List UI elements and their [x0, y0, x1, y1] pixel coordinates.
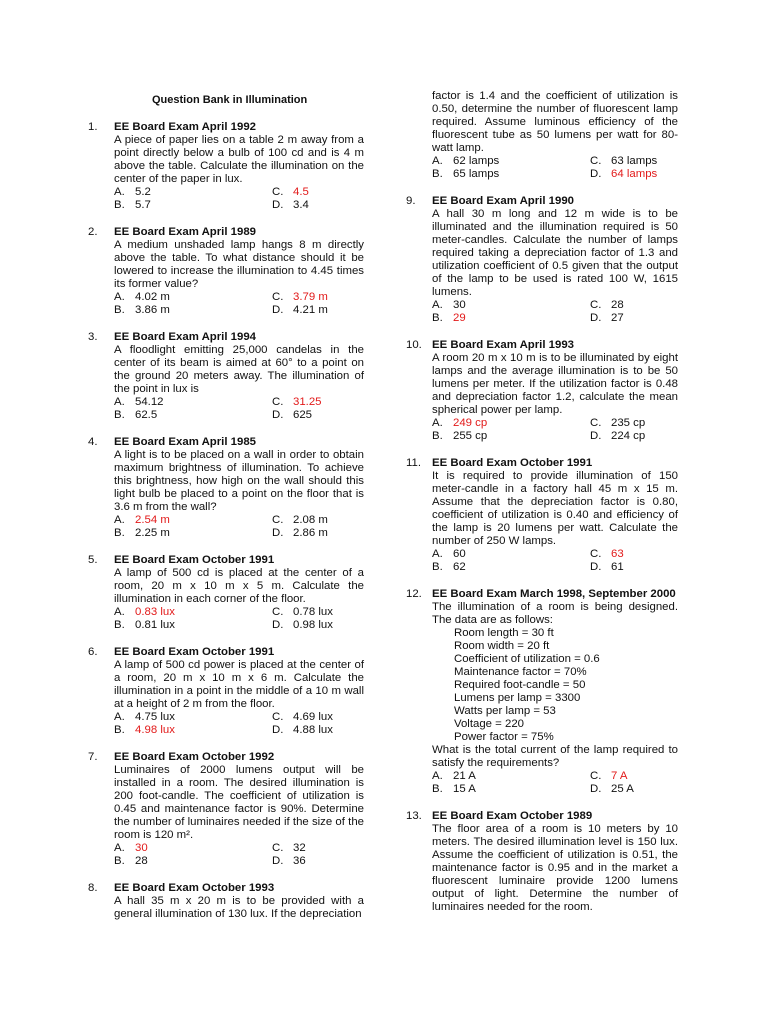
choice-text: 28 — [135, 855, 148, 867]
choice-list — [114, 186, 364, 212]
choice-letter: D. — [590, 430, 602, 442]
question-source: EE Board Exam April 1994 — [114, 331, 257, 343]
question-body — [114, 226, 364, 317]
choice-text: 25 A — [611, 783, 634, 795]
choice-option[interactable] — [272, 842, 364, 855]
choice-text: 62 lamps — [453, 155, 500, 167]
choice-option[interactable] — [432, 561, 590, 574]
choice-option[interactable] — [114, 409, 272, 422]
question-source: EE Board Exam October 1993 — [114, 882, 275, 894]
question-text: A floodlight emitting 25,000 candelas in the center of its beam is aimed at 60° to a point on the ground 20 meters away. The illumination of the point in lux is — [114, 344, 364, 395]
choice-letter: A. — [432, 770, 443, 782]
choice-letter: C. — [272, 186, 284, 198]
given-data-list — [432, 627, 678, 744]
choice-letter: A. — [432, 155, 443, 167]
choice-option[interactable] — [272, 855, 364, 868]
given-data-item: Lumens per lamp = 3300 — [454, 692, 581, 704]
correct-answer: 31.25 — [293, 396, 322, 408]
choice-option[interactable] — [272, 724, 364, 737]
choice-text: 224 cp — [611, 430, 646, 442]
choice-letter: D. — [272, 199, 284, 211]
choice-letter: A. — [114, 606, 125, 618]
question-item — [88, 646, 364, 737]
choice-text: 0.81 lux — [135, 619, 175, 631]
choice-letter: D. — [590, 312, 602, 324]
choice-text: 54.12 — [135, 396, 164, 408]
question-number: 9. — [406, 195, 416, 207]
question-source: EE Board Exam October 1992 — [114, 751, 275, 763]
given-data-item: Voltage = 220 — [454, 718, 524, 730]
choice-letter: C. — [590, 155, 602, 167]
choice-letter: C. — [272, 842, 284, 854]
correct-answer: 7 A — [611, 770, 628, 782]
choice-option[interactable] — [590, 417, 678, 430]
question-text: A hall 35 m x 20 m is to be provided with a general illumination of 130 lux. If the depreciation — [114, 895, 364, 920]
choice-text: 62.5 — [135, 409, 158, 421]
question-8-continuation — [406, 90, 678, 181]
question-body — [114, 331, 364, 422]
choice-letter: A. — [114, 711, 125, 723]
choice-option[interactable] — [272, 514, 364, 527]
given-data-item: Watts per lamp = 53 — [454, 705, 556, 717]
choice-letter: A. — [432, 299, 443, 311]
choice-option[interactable] — [114, 527, 272, 540]
question-body — [114, 882, 364, 921]
choice-letter: A. — [114, 186, 125, 198]
choice-letter: B. — [432, 783, 443, 795]
choice-letter: C. — [272, 606, 284, 618]
question-body — [114, 436, 364, 540]
question-source: EE Board Exam April 1992 — [114, 121, 257, 133]
choice-option[interactable] — [432, 312, 590, 325]
choice-letter: B. — [432, 312, 443, 324]
question-source: EE Board Exam October 1989 — [432, 810, 593, 822]
choice-option[interactable] — [590, 561, 678, 574]
question-text: A room 20 m x 10 m is to be illuminated by eight lamps and the average illumination is to be 50 lumens per meter. If the utilization factor is 0.48 and depreciation factor 1.2, calculate the mean spherical power per lamp. — [432, 352, 678, 416]
question-item — [406, 339, 678, 443]
choice-option[interactable] — [272, 606, 364, 619]
choice-list — [114, 291, 364, 317]
choice-letter: C. — [590, 548, 602, 560]
choice-letter: D. — [590, 783, 602, 795]
question-number: 10. — [406, 339, 422, 351]
choice-letter: D. — [272, 304, 284, 316]
choice-text: 5.7 — [135, 199, 151, 211]
choice-letter: D. — [272, 527, 284, 539]
choice-option[interactable] — [114, 855, 272, 868]
choice-option[interactable] — [590, 548, 678, 561]
question-body — [114, 554, 364, 632]
choice-text: 36 — [293, 855, 306, 867]
choice-text: 62 — [453, 561, 466, 573]
choice-letter: D. — [272, 409, 284, 421]
question-source: EE Board Exam April 1990 — [432, 195, 575, 207]
question-text: factor is 1.4 and the coefficient of utilization is 0.50, determine the number of fluorescent lamp required. Assume luminous efficiency of the fluorescent tube as 50 lumens per watt for 80-watt lamp. — [432, 90, 678, 154]
question-item — [406, 195, 678, 325]
choice-option[interactable] — [114, 711, 272, 724]
choice-option[interactable] — [114, 842, 272, 855]
choice-list — [114, 514, 364, 540]
question-number: 1. — [88, 121, 98, 133]
question-body — [432, 339, 678, 443]
choice-letter: A. — [114, 514, 125, 526]
choice-text: 4.21 m — [293, 304, 328, 316]
question-number: 4. — [88, 436, 98, 448]
question-source: EE Board Exam October 1991 — [432, 457, 593, 469]
page-title: Question Bank in Illumination — [152, 94, 308, 106]
question-text: A lamp of 500 cd power is placed at the center of a room, 20 m x 10 m x 6 m. Calculate the illumination in a point in the middle of a 10 m wall at a height of 2 m from the floor. — [114, 659, 364, 710]
question-number: 3. — [88, 331, 98, 343]
choice-letter: C. — [590, 299, 602, 311]
question-item — [88, 882, 364, 921]
question-source: EE Board Exam April 1989 — [114, 226, 257, 238]
choice-letter: C. — [590, 770, 602, 782]
choice-list — [114, 396, 364, 422]
choice-option[interactable] — [432, 299, 590, 312]
choice-option[interactable] — [590, 430, 678, 443]
question-body — [114, 751, 364, 868]
given-data-item: Room length = 30 ft — [454, 627, 554, 639]
question-prompt: What is the total current of the lamp required to satisfy the requirements? — [432, 744, 678, 769]
correct-answer: 30 — [135, 842, 148, 854]
question-text: The floor area of a room is 10 meters by 10 meters. The desired illumination level is 150 lux. Assume the coefficient of utilization is 0.51, the maintenance factor is 0.95 and in the market a fluorescent luminaire provide 1200 lumens output of light. Determine the number of luminaires needed for the room. — [432, 823, 678, 913]
choice-text: 3.86 m — [135, 304, 170, 316]
choice-text: 3.4 — [293, 199, 309, 211]
question-source: EE Board Exam October 1991 — [114, 646, 275, 658]
choice-letter: B. — [432, 168, 443, 180]
choice-letter: A. — [114, 291, 125, 303]
choice-option[interactable] — [114, 514, 272, 527]
choice-letter: C. — [272, 291, 284, 303]
choice-letter: A. — [432, 417, 443, 429]
choice-option[interactable] — [432, 548, 590, 561]
choice-text: 30 — [453, 299, 466, 311]
question-text: A light is to be placed on a wall in order to obtain maximum brightness of illumination. To achieve this brightness, how high on the wall should this light bulb be placed to a point on the floor that is 3.6 m from the wall? — [114, 449, 364, 513]
choice-option[interactable] — [272, 527, 364, 540]
choice-text: 32 — [293, 842, 306, 854]
choice-letter: B. — [114, 724, 125, 736]
choice-text: 2.08 m — [293, 514, 328, 526]
choice-option[interactable] — [432, 783, 590, 796]
question-number: 2. — [88, 226, 98, 238]
question-body — [432, 810, 678, 914]
choice-option[interactable] — [114, 396, 272, 409]
choice-letter: A. — [114, 842, 125, 854]
choice-letter: B. — [114, 527, 125, 539]
choice-list — [114, 842, 364, 868]
choice-letter: D. — [272, 619, 284, 631]
choice-text: 625 — [293, 409, 313, 421]
question-item — [88, 436, 364, 540]
choice-text: 27 — [611, 312, 624, 324]
choice-letter: D. — [590, 168, 602, 180]
choice-option[interactable] — [432, 430, 590, 443]
question-number: 13. — [406, 810, 422, 822]
choice-option[interactable] — [590, 168, 678, 181]
choice-letter: B. — [432, 561, 443, 573]
correct-answer: 4.98 lux — [135, 724, 175, 736]
question-text: A medium unshaded lamp hangs 8 m directly above the table. To what distance should it be lowered to increase the illumination to 4.45 times its former value? — [114, 239, 364, 290]
question-item — [88, 121, 364, 212]
correct-answer: 64 lamps — [611, 168, 658, 180]
choice-text: 61 — [611, 561, 624, 573]
choice-option[interactable] — [432, 155, 590, 168]
question-item — [88, 226, 364, 317]
choice-letter: D. — [590, 561, 602, 573]
choice-letter: C. — [590, 417, 602, 429]
choice-letter: C. — [272, 396, 284, 408]
question-text: A lamp of 500 cd is placed at the center of a room, 20 m x 10 m x 5 m. Calculate the illumination in each corner of the floor. — [114, 567, 364, 605]
choice-text: 28 — [611, 299, 624, 311]
choice-letter: B. — [114, 199, 125, 211]
choice-text: 4.69 lux — [293, 711, 333, 723]
choice-letter: D. — [272, 855, 284, 867]
choice-option[interactable] — [272, 711, 364, 724]
choice-option[interactable] — [590, 312, 678, 325]
question-source: EE Board Exam October 1991 — [114, 554, 275, 566]
choice-option[interactable] — [432, 168, 590, 181]
question-number: 12. — [406, 588, 422, 600]
choice-list — [432, 299, 678, 325]
choice-list — [114, 711, 364, 737]
correct-answer: 63 — [611, 548, 624, 560]
choice-option[interactable] — [272, 396, 364, 409]
question-number: 7. — [88, 751, 98, 763]
choice-text: 65 lamps — [453, 168, 500, 180]
question-source: EE Board Exam April 1985 — [114, 436, 257, 448]
question-text: A piece of paper lies on a table 2 m away from a point directly below a bulb of 100 cd and is 4 m above the table. Calculate the illumination on the center of the paper in lux. — [114, 134, 364, 185]
choice-text: 60 — [453, 548, 466, 560]
choice-option[interactable] — [272, 619, 364, 632]
choice-list — [432, 770, 678, 796]
choice-list — [432, 548, 678, 574]
question-text: It is required to provide illumination of 150 meter-candle in a factory hall 45 m x 15 m. Assume that the depreciation factor is 0.80, coefficient of utilization is 0.40 and efficiency of the lamp is 20 lumens per watt. Calculate the number of 250 W lamps. — [432, 470, 678, 547]
choice-option[interactable] — [590, 155, 678, 168]
question-item — [88, 331, 364, 422]
choice-text: 63 lamps — [611, 155, 658, 167]
choice-option[interactable] — [272, 304, 364, 317]
correct-answer: 3.79 m — [293, 291, 328, 303]
question-number: 8. — [88, 882, 98, 894]
choice-letter: B. — [432, 430, 443, 442]
choice-option[interactable] — [114, 606, 272, 619]
question-item — [406, 588, 678, 796]
choice-option[interactable] — [432, 770, 590, 783]
choice-text: 21 A — [453, 770, 476, 782]
choice-option[interactable] — [114, 199, 272, 212]
correct-answer: 0.83 lux — [135, 606, 175, 618]
question-source: EE Board Exam March 1998, September 2000 — [432, 588, 676, 600]
choice-letter: A. — [432, 548, 443, 560]
choice-list — [432, 155, 678, 181]
choice-option[interactable] — [272, 291, 364, 304]
choice-option[interactable] — [114, 724, 272, 737]
correct-answer: 4.5 — [293, 186, 309, 198]
choice-letter: D. — [272, 724, 284, 736]
choice-option[interactable] — [114, 291, 272, 304]
given-data-item: Coefficient of utilization = 0.6 — [454, 653, 600, 665]
choice-option[interactable] — [272, 409, 364, 422]
question-item — [406, 810, 678, 914]
given-data-item: Power factor = 75% — [454, 731, 554, 743]
left-column — [88, 92, 364, 935]
question-text: A hall 30 m long and 12 m wide is to be illuminated and the illumination required is 50 meter-candles. Calculate the number of lamps required taking a depreciation factor of 1.3 and utilization coefficient of 0.5 given that the output of the lamp to be used is rated 100 W, 1615 lumens. — [432, 208, 678, 298]
choice-letter: A. — [114, 396, 125, 408]
choice-text: 4.02 m — [135, 291, 170, 303]
choice-text: 2.25 m — [135, 527, 170, 539]
question-number: 5. — [88, 554, 98, 566]
choice-list — [114, 606, 364, 632]
question-body — [114, 121, 364, 212]
choice-text: 5.2 — [135, 186, 151, 198]
choice-text: 4.75 lux — [135, 711, 175, 723]
choice-text: 15 A — [453, 783, 476, 795]
given-data-item: Maintenance factor = 70% — [454, 666, 587, 678]
choice-option[interactable] — [590, 770, 678, 783]
choice-option[interactable] — [114, 619, 272, 632]
choice-option[interactable] — [272, 199, 364, 212]
choice-letter: B. — [114, 619, 125, 631]
correct-answer: 29 — [453, 312, 466, 324]
choice-option[interactable] — [590, 299, 678, 312]
right-column — [406, 92, 678, 928]
correct-answer: 2.54 m — [135, 514, 170, 526]
choice-list — [432, 417, 678, 443]
choice-option[interactable] — [272, 186, 364, 199]
choice-letter: B. — [114, 409, 125, 421]
choice-option[interactable] — [590, 783, 678, 796]
question-body — [432, 195, 678, 325]
choice-letter: B. — [114, 304, 125, 316]
choice-text: 2.86 m — [293, 527, 328, 539]
question-number: 11. — [406, 457, 421, 469]
choice-text: 4.88 lux — [293, 724, 333, 736]
choice-letter: C. — [272, 514, 284, 526]
choice-text: 0.98 lux — [293, 619, 333, 631]
choice-text: 0.78 lux — [293, 606, 333, 618]
question-body — [432, 588, 678, 796]
choice-text: 255 cp — [453, 430, 488, 442]
question-text: The illumination of a room is being designed. The data are as follows: — [432, 601, 678, 626]
correct-answer: 249 cp — [453, 417, 488, 429]
question-item — [88, 554, 364, 632]
question-item — [88, 751, 364, 868]
question-source: EE Board Exam April 1993 — [432, 339, 575, 351]
question-number: 6. — [88, 646, 98, 658]
choice-text: 235 cp — [611, 417, 646, 429]
question-body — [114, 646, 364, 737]
choice-option[interactable] — [114, 304, 272, 317]
question-body — [432, 457, 678, 574]
given-data-item: Room width = 20 ft — [454, 640, 550, 652]
choice-option[interactable] — [114, 186, 272, 199]
choice-letter: B. — [114, 855, 125, 867]
question-text: Luminaires of 2000 lumens output will be installed in a room. The desired illumination is 200 foot-candle. The coefficient of utilization is 0.45 and maintenance factor is 90%. Determine the number of luminaires needed if the size of the room is 120 m². — [114, 764, 364, 841]
question-item — [406, 457, 678, 574]
given-data-item: Required foot-candle = 50 — [454, 679, 586, 691]
choice-option[interactable] — [432, 417, 590, 430]
choice-letter: C. — [272, 711, 284, 723]
